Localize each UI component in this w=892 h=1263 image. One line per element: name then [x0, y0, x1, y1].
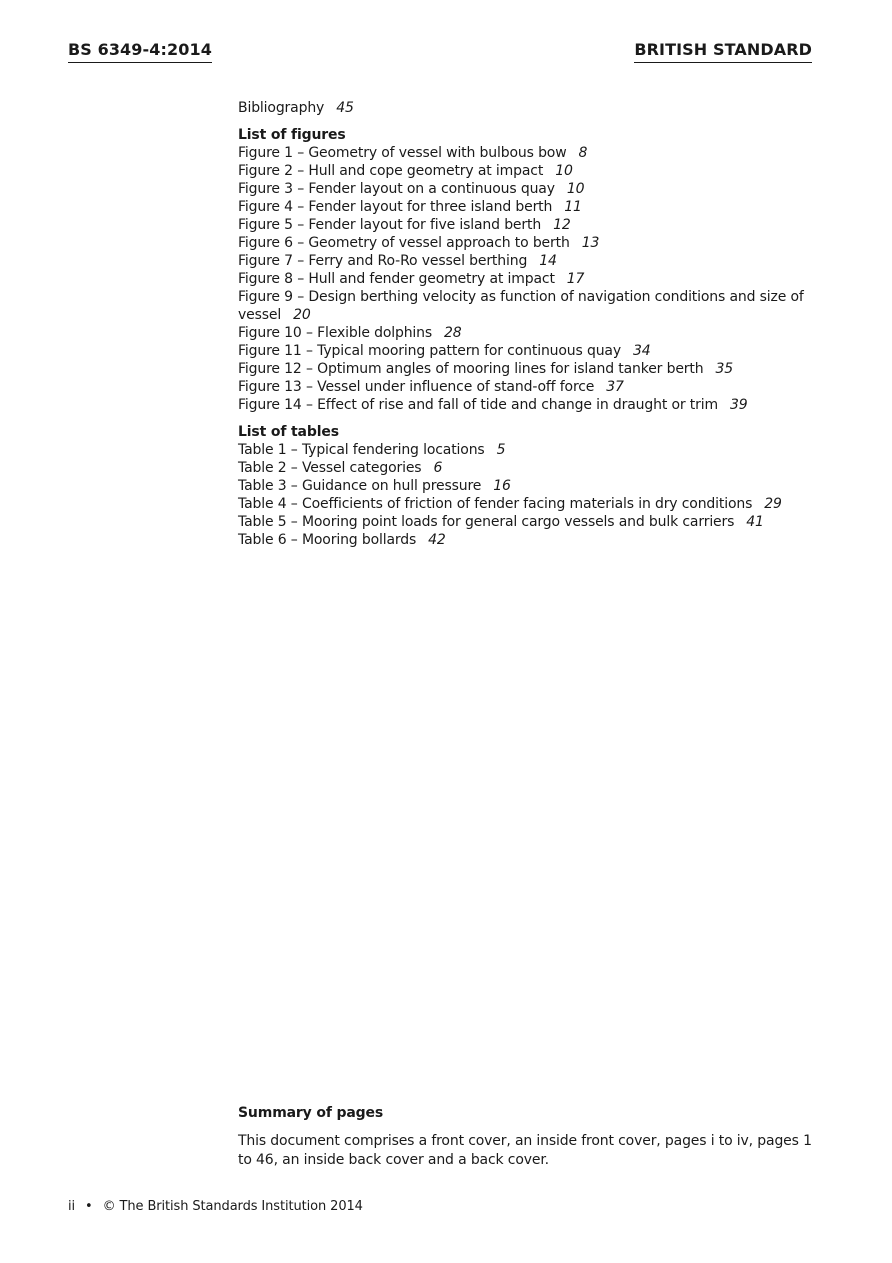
figure-entry[interactable]: [238, 198, 838, 216]
entry-label: Figure 13 – Vessel under influence of stand-off force: [238, 379, 595, 395]
entry-label: Figure 2 – Hull and cope geometry at impact: [238, 163, 544, 179]
entry-page: 42: [428, 532, 446, 548]
entry-page: 35: [715, 361, 733, 377]
entry-label: Figure 9 – Design berthing velocity as function of navigation conditions and size of vessel: [238, 289, 804, 323]
figure-entry[interactable]: [238, 378, 838, 396]
entry-page: 13: [581, 235, 600, 251]
entry-label: Bibliography: [238, 100, 325, 116]
entry-page: 17: [566, 271, 585, 287]
bibliography-entry[interactable]: [238, 99, 838, 117]
entry-label: Figure 12 – Optimum angles of mooring lines for island tanker berth: [238, 361, 704, 377]
entry-page: 5: [496, 442, 506, 458]
figure-entry[interactable]: [238, 396, 838, 414]
entry-label: Figure 11 – Typical mooring pattern for continuous quay: [238, 343, 621, 359]
entry-page: 11: [564, 199, 582, 215]
figure-entry[interactable]: [238, 288, 838, 324]
tables-list: [238, 441, 838, 549]
standard-label: BRITISH STANDARD: [634, 40, 812, 63]
entry-page: 8: [578, 145, 588, 161]
entry-label: Figure 10 – Flexible dolphins: [238, 325, 433, 341]
entry-page: 16: [493, 478, 511, 494]
document-code: BS 6349-4:2014: [68, 40, 212, 63]
figure-entry[interactable]: [238, 234, 838, 252]
entry-page: 10: [555, 163, 573, 179]
entry-page: 45: [336, 100, 354, 116]
entry-page: 14: [539, 253, 557, 269]
figure-entry[interactable]: [238, 270, 838, 288]
summary-heading: Summary of pages: [238, 1105, 384, 1121]
entry-page: 10: [566, 181, 585, 197]
copyright-notice: © The British Standards Institution 2014: [102, 1199, 363, 1214]
entry-page: 41: [746, 514, 764, 530]
entry-label: Figure 5 – Fender layout for five island berth: [238, 217, 542, 233]
table-entry[interactable]: [238, 441, 838, 459]
figures-heading: List of figures: [238, 127, 346, 143]
entry-page: 28: [444, 325, 462, 341]
table-entry[interactable]: [238, 477, 838, 495]
entry-label: Table 6 – Mooring bollards: [238, 532, 417, 548]
figure-entry[interactable]: [238, 342, 838, 360]
figure-entry[interactable]: [238, 162, 838, 180]
entry-label: Figure 1 – Geometry of vessel with bulbous bow: [238, 145, 567, 161]
figures-list: [238, 144, 838, 414]
entry-label: Table 1 – Typical fendering locations: [238, 442, 485, 458]
figure-entry[interactable]: [238, 324, 838, 342]
entry-label: Table 2 – Vessel categories: [238, 460, 422, 476]
entry-page: 37: [606, 379, 624, 395]
entry-label: Table 4 – Coefficients of friction of fender facing materials in dry conditions: [238, 496, 753, 512]
table-entry[interactable]: [238, 459, 838, 477]
figure-entry[interactable]: [238, 144, 838, 162]
table-entry[interactable]: [238, 495, 838, 513]
entry-label: Figure 6 – Geometry of vessel approach to berth: [238, 235, 570, 251]
table-entry[interactable]: [238, 513, 838, 531]
table-entry[interactable]: [238, 531, 838, 549]
tables-heading: List of tables: [238, 424, 339, 440]
contents-list: [238, 99, 838, 549]
entry-page: 39: [729, 397, 748, 413]
figure-entry[interactable]: [238, 360, 838, 378]
entry-label: Table 5 – Mooring point loads for general cargo vessels and bulk carriers: [238, 514, 735, 530]
entry-label: Figure 8 – Hull and fender geometry at impact: [238, 271, 555, 287]
summary-text: This document comprises a front cover, an inside front cover, pages i to iv, pages 1 to 46, an inside back cover and a back cover.: [238, 1133, 812, 1168]
entry-label: Figure 3 – Fender layout on a continuous quay: [238, 181, 555, 197]
entry-label: Table 3 – Guidance on hull pressure: [238, 478, 482, 494]
figure-entry[interactable]: [238, 180, 838, 198]
entry-page: 20: [293, 307, 311, 323]
entry-page: 34: [633, 343, 651, 359]
entry-page: 6: [433, 460, 443, 476]
entry-page: 29: [764, 496, 782, 512]
figure-entry[interactable]: [238, 216, 838, 234]
page-footer: [68, 1199, 363, 1214]
entry-label: Figure 7 – Ferry and Ro-Ro vessel berthing: [238, 253, 528, 269]
figure-entry[interactable]: [238, 252, 838, 270]
entry-label: Figure 4 – Fender layout for three island berth: [238, 199, 553, 215]
entry-label: Figure 14 – Effect of rise and fall of tide and change in draught or trim: [238, 397, 718, 413]
bullet-separator: •: [85, 1199, 93, 1214]
page-number: ii: [68, 1199, 76, 1214]
entry-page: 12: [553, 217, 571, 233]
summary-of-pages: [238, 1104, 818, 1170]
